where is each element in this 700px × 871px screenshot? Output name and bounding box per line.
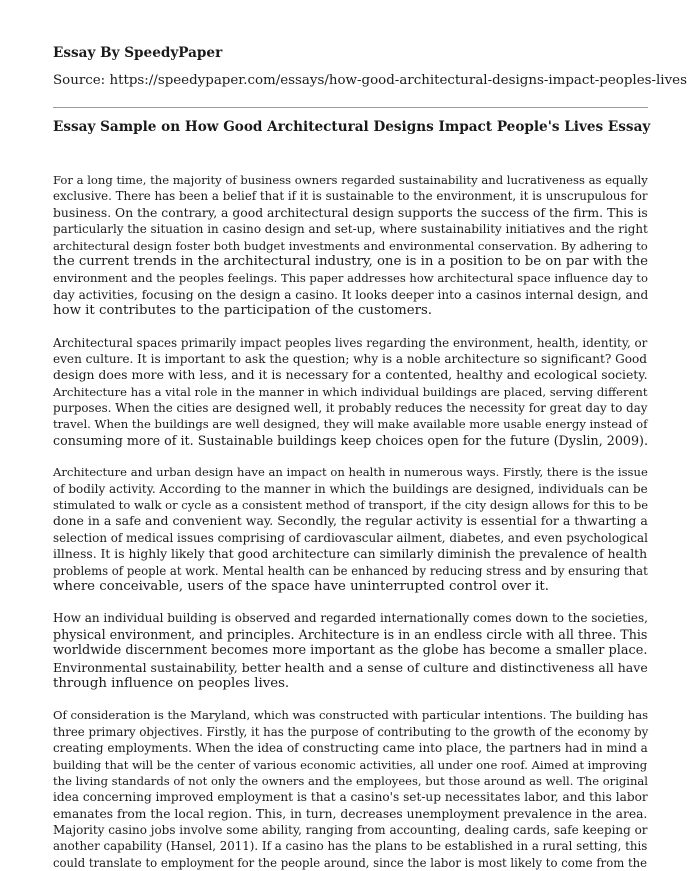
paragraph-line: illness. It is highly likely that good architecture can similarly diminish the prevalence of health <box>53 547 648 562</box>
paragraph-line: Architecture has a vital role in the manner in which individual buildings are placed, serving different <box>53 384 648 399</box>
essay-paragraph <box>53 464 648 595</box>
paragraph-line: stimulated to walk or cycle as a consistent method of transport, if the city design allows for this to be <box>53 498 649 513</box>
paragraph-line: problems of people at work. Mental health can be enhanced by reducing stress and by ensuring that <box>53 563 648 578</box>
essay-body <box>53 172 648 871</box>
paragraph-line: travel. When the buildings are well designed, they will make available more usable energy instead of <box>53 417 648 432</box>
essay-paragraph <box>53 335 648 450</box>
paragraph-line: through influence on peoples lives. <box>53 675 290 691</box>
paragraph-line: done in a safe and convenient way. Secondly, the regular activity is essential for a thwarting a <box>53 513 648 529</box>
paragraph-line: selection of medical issues comprising of cardiovascular ailment, diabetes, and even psychological <box>53 530 648 545</box>
essay-paragraph <box>53 610 648 692</box>
paragraph-line: How an individual building is observed and regarded internationally comes down to the societies, <box>53 611 648 626</box>
source-line: Source: https://speedypaper.com/essays/how-good-architectural-designs-impact-peoples-lives <box>53 73 687 88</box>
essay-paragraph <box>53 172 648 320</box>
paragraph-line: For a long time, the majority of business owners regarded sustainability and lucrativeness as equally <box>53 173 648 187</box>
paragraph-line: even culture. It is important to ask the question; why is a noble architecture so significant? Good <box>53 351 648 366</box>
paragraph-line: Majority casino jobs involve some ability, ranging from accounting, dealing cards, safe keeping or <box>53 823 648 838</box>
paragraph-line: Architecture and urban design have an impact on health in numerous ways. Firstly, there is the issue <box>53 465 648 480</box>
paragraph-line: day activities, focusing on the design a casino. It looks deeper into a casinos internal design, and <box>53 287 649 302</box>
paragraph-line: emanates from the local region. This, in turn, decreases unemployment prevalence in the area. <box>53 806 648 821</box>
paragraph-line: building that will be the center of various economic activities, all under one roof. Aimed at improving <box>53 757 648 772</box>
paragraph-line: the living standards of not only the owners and the employees, but those around as well. The original <box>53 773 648 788</box>
paragraph-line: environment and the peoples feelings. This paper addresses how architectural space influence day to <box>53 271 648 286</box>
paragraph-line: another capability (Hansel, 2011). If a casino has the plans to be established in a rural setting, this <box>53 839 648 854</box>
paragraph-line: architectural design foster both budget investments and environmental conservation. By adhering to <box>53 238 648 253</box>
essay-paragraph <box>53 707 648 871</box>
paragraph-line: could translate to employment for the people around, since the labor is most likely to come from the <box>53 855 648 870</box>
paragraph-line: particularly the situation in casino design and set-up, where sustainability initiatives and the right <box>53 222 648 237</box>
paragraph-line: how it contributes to the participation of the customers. <box>53 303 433 319</box>
paragraph-line: Environmental sustainability, better health and a sense of culture and distinctiveness all have <box>53 659 648 675</box>
paragraph-line: worldwide discernment becomes more important as the globe has become a smaller place. <box>53 643 648 659</box>
essay-title: Essay Sample on How Good Architectural Designs Impact People's Lives Essay <box>53 119 651 135</box>
paragraph-line: physical environment, and principles. Architecture is in an endless circle with all three. This <box>53 626 648 642</box>
paragraph-line: creating employments. When the idea of constructing came into place, the partners had in mind a <box>53 741 648 756</box>
paragraph-line: purposes. When the cities are designed well, it probably reduces the necessity for great day to day <box>53 401 648 416</box>
paragraph-line: exclusive. There has been a belief that if it is sustainable to the environment, it is unscrupulous for <box>53 189 648 204</box>
paragraph-line: consuming more of it. Sustainable buildings keep choices open for the future (Dyslin, 2009). <box>53 432 648 448</box>
paragraph-line: where conceivable, users of the space have uninterrupted control over it. <box>53 578 549 594</box>
paragraph-line: business. On the contrary, a good architectural design supports the success of the firm. This is <box>53 205 648 220</box>
paragraph-line: idea concerning improved employment is that a casino's set-up necessitates labor, and this labor <box>53 790 648 805</box>
header-divider <box>53 107 648 108</box>
paragraph-line: Of consideration is the Maryland, which was constructed with particular intentions. The building has <box>53 708 649 723</box>
paragraph-line: design does more with less, and it is necessary for a contented, healthy and ecological society. <box>53 367 648 383</box>
paragraph-line: Architectural spaces primarily impact peoples lives regarding the environment, health, identity, or <box>53 335 648 350</box>
brand-title: Essay By SpeedyPaper <box>53 45 223 61</box>
paragraph-line: three primary objectives. Firstly, it has the purpose of contributing to the growth of the economy by <box>53 724 649 739</box>
paragraph-line: the current trends in the architectural industry, one is in a position to be on par with the <box>53 253 648 269</box>
paragraph-line: of bodily activity. According to the manner in which the buildings are designed, individuals can be <box>53 481 648 496</box>
